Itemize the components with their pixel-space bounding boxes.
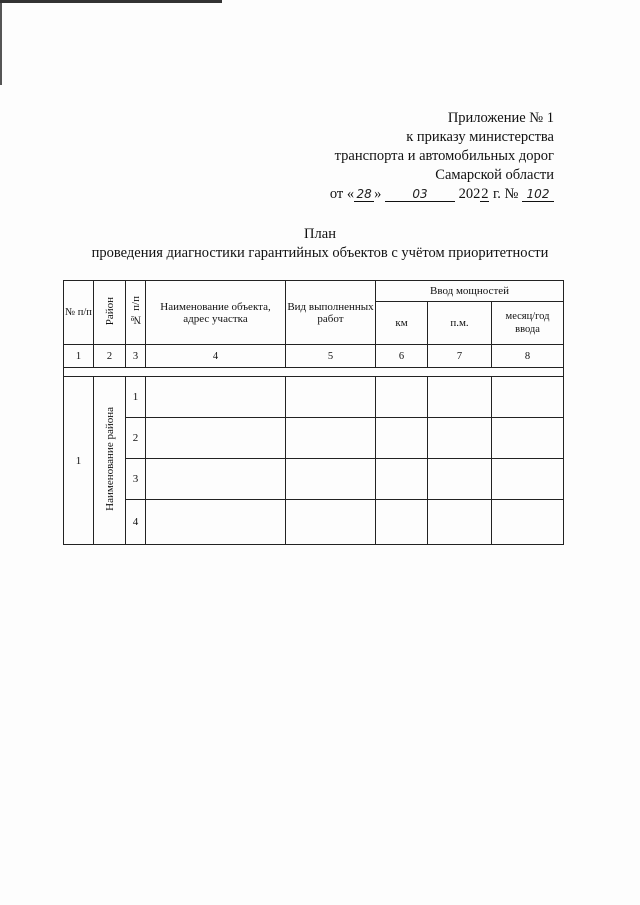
- header-district-cell: [94, 281, 126, 345]
- header-district: Район: [103, 296, 116, 326]
- group-district-cell: [94, 377, 126, 545]
- object-cell[interactable]: [146, 500, 286, 545]
- table-gap: [64, 368, 564, 377]
- column-number: 6: [376, 345, 428, 368]
- order-number: 102: [522, 187, 554, 202]
- region-name: Самарской области: [435, 167, 554, 183]
- table-row: [64, 377, 564, 418]
- group-district: Наименование района: [103, 407, 116, 511]
- plan-title-sub: проведения диагностики гарантийных объектов с учётом приоритетности: [91, 245, 549, 261]
- header-capacity: Ввод мощностей: [376, 281, 564, 302]
- row-number: 3: [126, 459, 146, 500]
- header-work-type: Вид выполненных работ: [286, 281, 376, 345]
- appendix-title: Приложение № 1: [447, 110, 554, 126]
- work-type-cell[interactable]: [286, 500, 376, 545]
- ministry-name: транспорта и автомобильных дорог: [334, 148, 554, 164]
- plan-title: [0, 225, 640, 263]
- column-number: 2: [94, 345, 126, 368]
- work-type-cell[interactable]: [286, 418, 376, 459]
- order-reference: к приказу министерства: [406, 129, 554, 145]
- table-row: [64, 500, 564, 545]
- column-number: 1: [64, 345, 94, 368]
- pm-cell[interactable]: [428, 418, 492, 459]
- table-row: [64, 418, 564, 459]
- km-cell[interactable]: [376, 377, 428, 418]
- header-item-no: № п/п: [129, 296, 142, 326]
- object-cell[interactable]: [146, 418, 286, 459]
- row-number: 4: [126, 500, 146, 545]
- row-number: 1: [126, 377, 146, 418]
- order-date-line: [330, 185, 554, 204]
- year-suffix: 2: [481, 186, 489, 202]
- row-number: 2: [126, 418, 146, 459]
- group-no: 1: [64, 377, 94, 545]
- column-number: 3: [126, 345, 146, 368]
- date-prefix: от «: [329, 186, 355, 202]
- km-cell[interactable]: [376, 500, 428, 545]
- number-label: г. №: [489, 186, 519, 202]
- plan-table: [63, 280, 564, 545]
- km-cell[interactable]: [376, 418, 428, 459]
- header-item-no-cell: [126, 281, 146, 345]
- month-year-cell[interactable]: [492, 459, 564, 500]
- header-pm: п.м.: [428, 302, 492, 345]
- date-month: 03: [385, 187, 455, 202]
- scan-edge-top: [0, 0, 222, 3]
- object-cell[interactable]: [146, 459, 286, 500]
- column-number: 8: [492, 345, 564, 368]
- column-number: 7: [428, 345, 492, 368]
- column-number: 4: [146, 345, 286, 368]
- scan-edge-left: [0, 3, 2, 85]
- object-cell[interactable]: [146, 377, 286, 418]
- pm-cell[interactable]: [428, 377, 492, 418]
- work-type-cell[interactable]: [286, 377, 376, 418]
- column-number: 5: [286, 345, 376, 368]
- pm-cell[interactable]: [428, 459, 492, 500]
- date-day: 28: [354, 187, 374, 202]
- year-prefix: 202: [458, 186, 481, 202]
- table-row: [64, 459, 564, 500]
- header-object: Наименование объекта, адрес участка: [146, 281, 286, 345]
- appendix-header: [330, 109, 554, 204]
- pm-cell[interactable]: [428, 500, 492, 545]
- header-km: км: [376, 302, 428, 345]
- work-type-cell[interactable]: [286, 459, 376, 500]
- month-year-cell[interactable]: [492, 418, 564, 459]
- header-no: № п/п: [64, 281, 94, 345]
- month-year-cell[interactable]: [492, 377, 564, 418]
- header-month-year: месяц/год ввода: [492, 302, 564, 345]
- plan-title-main: План: [304, 226, 336, 242]
- month-year-cell[interactable]: [492, 500, 564, 545]
- date-mid: »: [374, 186, 382, 202]
- km-cell[interactable]: [376, 459, 428, 500]
